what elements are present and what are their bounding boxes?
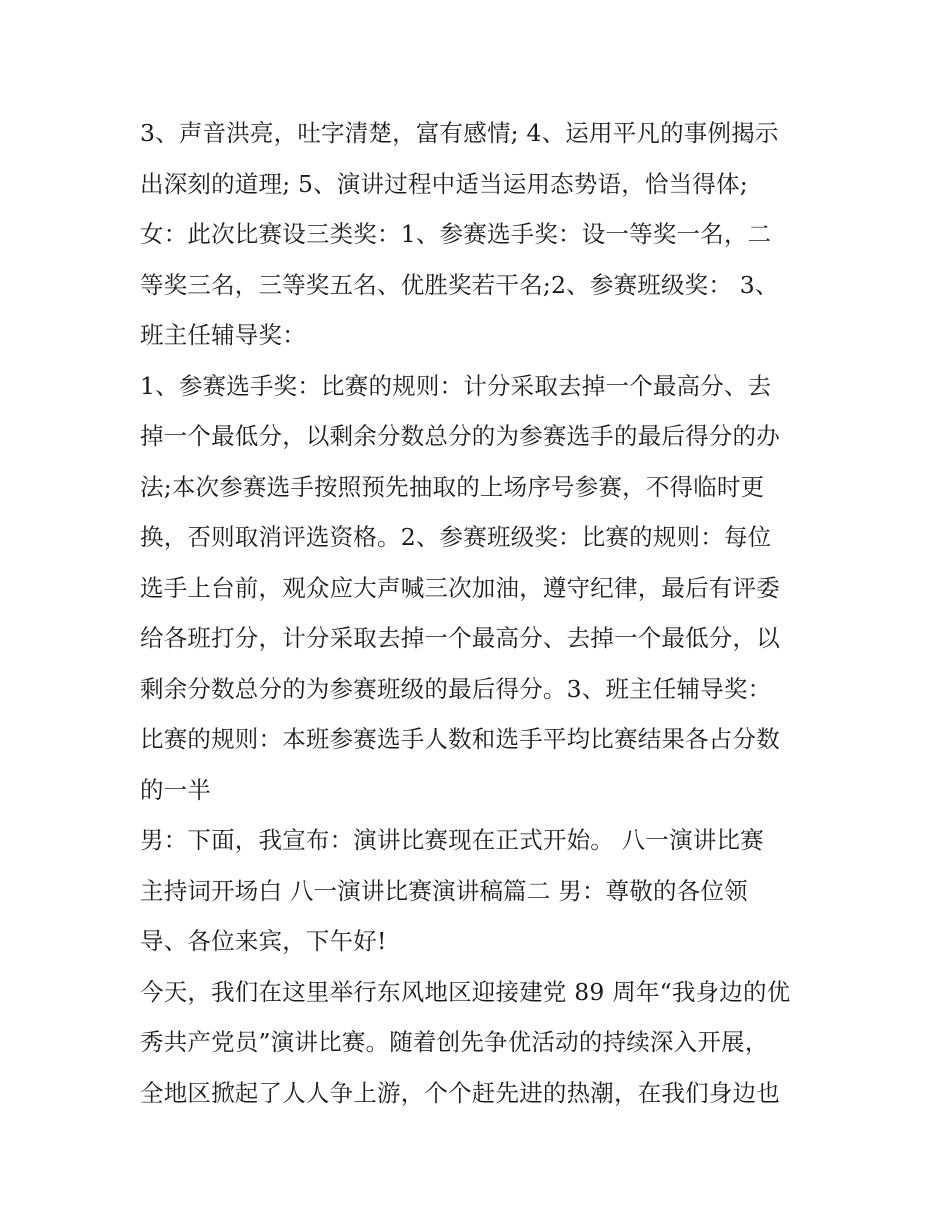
- text-line: 秀共产党员”演讲比赛。随着创先争优活动的持续深入开展，: [140, 1028, 769, 1056]
- text-line: 3、声音洪亮，吐字清楚，富有感情; 4、运用平凡的事例揭示: [140, 119, 779, 147]
- text-line: 剩余分数总分的为参赛班级的最后得分。3、班主任辅导奖：: [140, 674, 772, 703]
- text-line: 换，否则取消评选资格。2、参赛班级奖：比赛的规则：每位: [140, 523, 772, 551]
- text-line: 班主任辅导奖：: [140, 321, 306, 349]
- text-line: 掉一个最低分，以剩余分数总分的为参赛选手的最后得分的办: [140, 422, 780, 450]
- text-line: 法;本次参赛选手按照预先抽取的上场序号参赛，不得临时更: [140, 472, 765, 501]
- text-line: 主持词开场白 八一演讲比赛演讲稿篇二 男：尊敬的各位领: [140, 876, 748, 905]
- text-line: 的一半: [140, 775, 212, 804]
- text-line: 全地区掀起了人人争上游，个个赶先进的热潮，在我们身边也: [140, 1078, 780, 1107]
- text-line: 女：此次比赛设三类奖：1、参赛选手奖：设一等奖一名，二: [140, 220, 772, 248]
- text-line: 给各班打分，计分采取去掉一个最高分、去掉一个最低分，以: [140, 624, 780, 652]
- text-line: 今天，我们在这里举行东风地区迎接建党 89 周年“我身边的优: [140, 977, 791, 1006]
- text-line: 男：下面，我宣布：演讲比赛现在正式开始。 八一演讲比赛: [140, 826, 764, 854]
- text-line: 选手上台前，观众应大声喊三次加油，遵守纪律，最后有评委: [140, 573, 780, 602]
- text-line: 等奖三名，三等奖五名、优胜奖若干名;2、参赛班级奖： 3、: [140, 270, 779, 299]
- text-line: 出深刻的道理; 5、演讲过程中适当运用态势语，恰当得体;: [140, 169, 748, 198]
- text-line: 导、各位来宾，下午好!: [140, 927, 387, 955]
- text-line: 1、参赛选手奖：比赛的规则：计分采取去掉一个最高分、去: [140, 371, 772, 400]
- document-body: [140, 108, 820, 1118]
- text-line: 比赛的规则：本班参赛选手人数和选手平均比赛结果各占分数: [140, 725, 780, 753]
